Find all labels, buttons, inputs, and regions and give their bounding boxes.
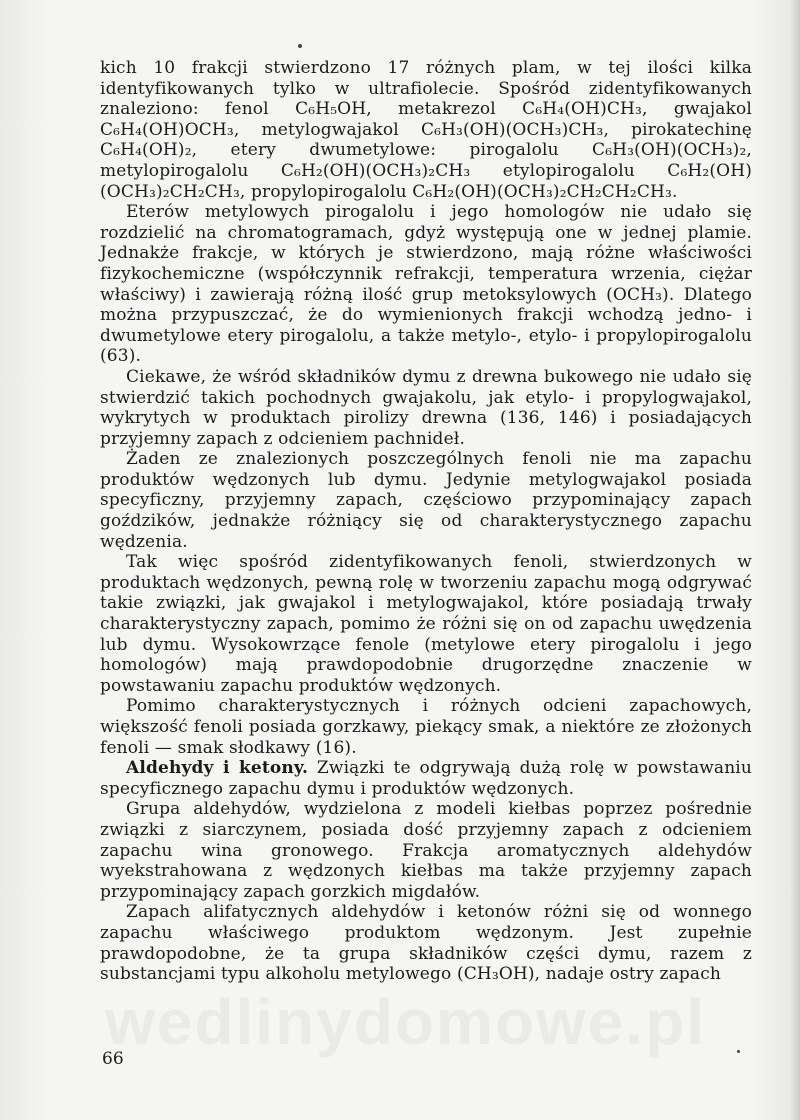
paragraph-text: Zapach alifatycznych aldehydów i ketonów różni się od wonnego zapachu właściwego produktom wędzonym. Jest zupełnie prawdopodobne, że ta grupa składników części dymu, razem z substancjami typu alkoholu metylowego (CH₃OH), nadaje ostry zapach bbox=[100, 902, 752, 985]
ink-speck bbox=[298, 44, 302, 48]
body-text bbox=[100, 58, 752, 985]
ink-speck bbox=[737, 1050, 740, 1053]
paragraph-text: Eterów metylowych pirogalolu i jego homologów nie udało się rozdzielić na chromatogramach, gdyż występują one w jednej plamie. Jednakże frakcje, w których je stwierdzono, mają różne właściwości fizykochemiczne (współczynnik refrakcji, temperatura wrzenia, ciężar właściwy) i zawierają różną ilość grup metoksylowych (OCH₃). Dlatego można przypuszczać, że do wymienionych frakcji wchodzą jedno- i dwumetylowe etery pirogalolu, a także metylo-, etylo- i propylopirogalolu (63). bbox=[100, 202, 752, 367]
paragraph-text: Żaden ze znalezionych poszczególnych fenoli nie ma zapachu produktów wędzonych lub dymu. Jedynie metylogwajakol posiada specyficzny, przyjemny zapach, częściowo przypominający zapach goździków, jednakże różniący się od charakterystycznego zapachu wędzenia. bbox=[100, 449, 752, 552]
paragraph-text: Pomimo charakterystycznych i różnych odcieni zapachowych, większość fenoli posiada gorzkawy, piekący smak, a niektóre ze złożonych fenoli — smak słodkawy (16). bbox=[100, 696, 752, 758]
paragraph bbox=[100, 758, 752, 799]
paragraph-text: Tak więc spośród zidentyfikowanych fenoli, stwierdzonych w produktach wędzonych, pewną rolę w tworzeniu zapachu mogą odgrywać takie związki, jak gwajakol i metylogwajakol, które posiadają trwały charakterystyczny zapach, pomimo że różni się on od zapachu uwędzenia lub dymu. Wysokowrzące fenole (metylowe etery pirogalolu i jego homologów) mają prawdopodobnie drugorzędne znaczenie w powstawaniu zapachu produktów wędzonych. bbox=[100, 552, 752, 696]
paragraph-text: Związki te odgrywają dużą rolę w powstawaniu specyficznego zapachu dymu i produktów wędzonych. bbox=[100, 758, 752, 799]
paragraph-text: kich 10 frakcji stwierdzono 17 różnych plam, w tej ilości kilka identyfikowanych tylko w ultrafiolecie. Spośród zidentyfikowanych znaleziono: fenol C₆H₅OH, metakrezol C₆H₄(OH)CH₃, gwajakol C₆H₄(OH)OCH₃, metylogwajakol C₆H₃(OH)(OCH₃)CH₃, pirokatechinę C₆H₄(OH)₂, etery dwumetylowe: pirogalolu C₆H₃(OH)(OCH₃)₂, metylopirogalolu C₆H₂(OH)(OCH₃)₂CH₃ etylopirogalolu C₆H₂(OH)(OCH₃)₂CH₂CH₃, propylopirogalolu C₆H₂(OH)(OCH₃)₂CH₂CH₂CH₃. bbox=[100, 58, 752, 202]
paragraph bbox=[100, 799, 752, 902]
paragraph bbox=[100, 552, 752, 696]
section-lead-in: Aldehydy i ketony. bbox=[126, 758, 309, 779]
paragraph bbox=[100, 58, 752, 202]
paragraph-text: Grupa aldehydów, wydzielona z modeli kiełbas poprzez pośrednie związki z siarczynem, posiada dość przyjemny zapach z odcieniem zapachu wina gronowego. Frakcja aromatycznych aldehydów wyekstrahowana z wędzonych kiełbas ma także przyjemny zapach przypominający zapach gorzkich migdałów. bbox=[100, 799, 752, 902]
paragraph-text: Ciekawe, że wśród składników dymu z drewna bukowego nie udało się stwierdzić takich pochodnych gwajakolu, jak etylo- i propylogwajakol, wykrytych w produktach pirolizy drewna (136, 146) i posiadających przyjemny zapach z odcieniem pachnideł. bbox=[100, 366, 752, 449]
paragraph bbox=[100, 367, 752, 449]
paragraph bbox=[100, 902, 752, 984]
watermark bbox=[105, 985, 706, 1059]
paragraph bbox=[100, 202, 752, 367]
page-number: 66 bbox=[102, 1049, 124, 1069]
page-edge-shadow bbox=[790, 0, 800, 1120]
paragraph bbox=[100, 696, 752, 758]
paragraph bbox=[100, 449, 752, 552]
